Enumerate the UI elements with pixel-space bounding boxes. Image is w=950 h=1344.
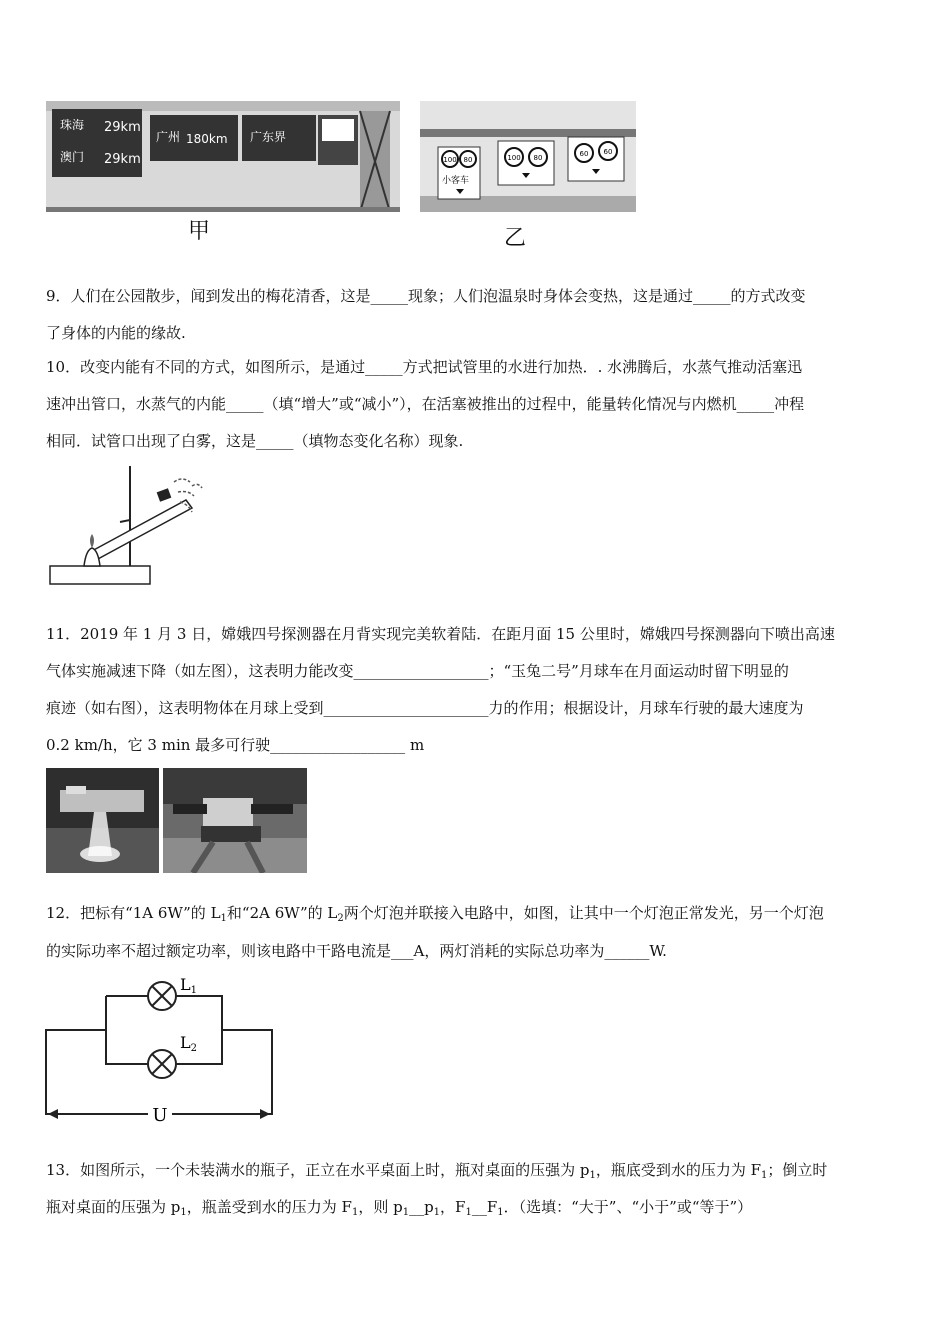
sign-aomen: 澳门 (60, 150, 85, 164)
q13-line-1 (46, 1160, 827, 1186)
test-tube-apparatus-figure (46, 462, 206, 588)
rover-tracks-photo (163, 768, 307, 873)
q10-line-1: 10．改变内能有不同的方式，如图所示，是通过_____方式把试管里的水进行加热．. 水沸腾后，水蒸气推动活塞迅 (46, 358, 803, 376)
sign-car: 小客车 (442, 176, 470, 186)
lamp-l1-sub: 1 (190, 985, 197, 996)
q13-sub-1a: 1 (589, 1170, 596, 1181)
sign-guangzhou: 广州 (156, 130, 181, 144)
q11-line-1: 11．2019 年 1 月 3 日，嫦娥四号探测器在月背实现完美软着陆．在距月面 15 公里时，嫦娥四号探测器向下喷出高速 (46, 625, 835, 643)
speed-3: 100 (507, 154, 521, 162)
q12-sub-2: 2 (337, 913, 344, 924)
lamp-l2-sub: 2 (190, 1043, 197, 1054)
q13-text-2g: ．（选填：“大于”、“小于”或“等于”） (503, 1198, 753, 1216)
q13-text-2b: ，瓶盖受到水的压力为 F (186, 1198, 352, 1216)
q9-line-2: 了身体的内能的缘故. (46, 324, 186, 342)
q10-line-2: 速冲出管口，水蒸气的内能_____（填“增大”或“减小”），在活塞被推出的过程中，能量转化情况与内燃机_____冲程 (46, 395, 805, 413)
q13-sub-2d: 1 (433, 1207, 441, 1218)
figure-label-yi: 乙 (504, 226, 527, 251)
q12-text-a: 12．把标有“1A 6W”的 L (46, 904, 221, 922)
q12-text-b: 和“2A 6W”的 L (226, 904, 338, 922)
q13-text-2f: __F (471, 1198, 498, 1216)
q13-text-2c: ，则 p (358, 1198, 403, 1216)
sign-guangzhou-dist: 180km (186, 132, 228, 146)
q9-line-1: 9．人们在公园散步，闻到发出的梅花清香，这是_____现象；人们泡温泉时身体会变热，这是通过_____的方式改变 (46, 287, 806, 305)
q13-text-1a: 13．如图所示，一个未装满水的瓶子，正立在水平桌面上时，瓶对桌面的压强为 p (46, 1161, 590, 1179)
lamp-l1-label: L (180, 975, 191, 994)
sign-zhuhai: 珠海 (60, 118, 85, 132)
q10-line-3: 相同．试管口出现了白雾，这是_____（填物态变化名称）现象. (46, 432, 464, 450)
svg-text:L2 (180, 1033, 197, 1054)
speed-1: 100 (443, 156, 457, 164)
lander-descent-photo (46, 768, 159, 873)
q12-text-c: 两个灯泡并联接入电路中，如图，让其中一个灯泡正常发光，另一个灯泡 (343, 904, 824, 922)
q13-sub-2b: 1 (351, 1207, 359, 1218)
q13-sub-2c: 1 (402, 1207, 410, 1218)
q13-text-2d: __p (409, 1198, 434, 1216)
q11-line-2: 气体实施减速下降（如左图），这表明力能改变__________________；“玉兔二号”月球车在月面运动时留下明显的 (46, 662, 789, 680)
voltage-label: U (152, 1105, 168, 1126)
speed-2: 80 (463, 156, 473, 164)
sign-guangdong: 广东界 (250, 130, 287, 144)
speed-6: 60 (603, 148, 613, 156)
q11-line-3: 痕迹（如右图），这表明物体在月球上受到______________________力的作用；根据设计，月球车行驶的最大速度为 (46, 699, 804, 717)
q12-line-1 (46, 903, 824, 929)
speed-5: 60 (579, 150, 589, 158)
sign-aomen-dist: 29km (104, 152, 141, 167)
q12-sub-1: 1 (220, 913, 227, 924)
q11-line-4: 0.2 km/h，它 3 min 最多可行驶__________________ m (46, 736, 425, 754)
q13-line-2 (46, 1197, 752, 1223)
q13-sub-2a: 1 (180, 1207, 187, 1218)
sign-zhuhai-dist: 29km (104, 120, 141, 135)
q13-text-1b: ，瓶底受到水的压力为 F (595, 1161, 762, 1179)
q13-sub-2f: 1 (497, 1207, 504, 1218)
q12-line-2: 的实际功率不超过额定功率，则该电路中干路电流是___A，两灯消耗的实际总功率为______W. (46, 942, 667, 960)
q13-text-2e: ，F (440, 1198, 466, 1216)
parallel-circuit-diagram (40, 968, 280, 1128)
q13-sub-2e: 1 (465, 1207, 472, 1218)
q13-text-1c: ；倒立时 (767, 1161, 828, 1179)
figure-label-jia: 甲 (188, 219, 211, 244)
road-sign-photo-jia (46, 101, 400, 212)
lamp-l2-label: L (180, 1033, 191, 1052)
svg-text:L1 (180, 975, 197, 996)
q13-sub-1b: 1 (761, 1170, 768, 1181)
speed-4: 80 (533, 154, 543, 162)
speed-sign-photo-yi (420, 101, 636, 212)
q13-text-2a: 瓶对桌面的压强为 p (46, 1198, 181, 1216)
